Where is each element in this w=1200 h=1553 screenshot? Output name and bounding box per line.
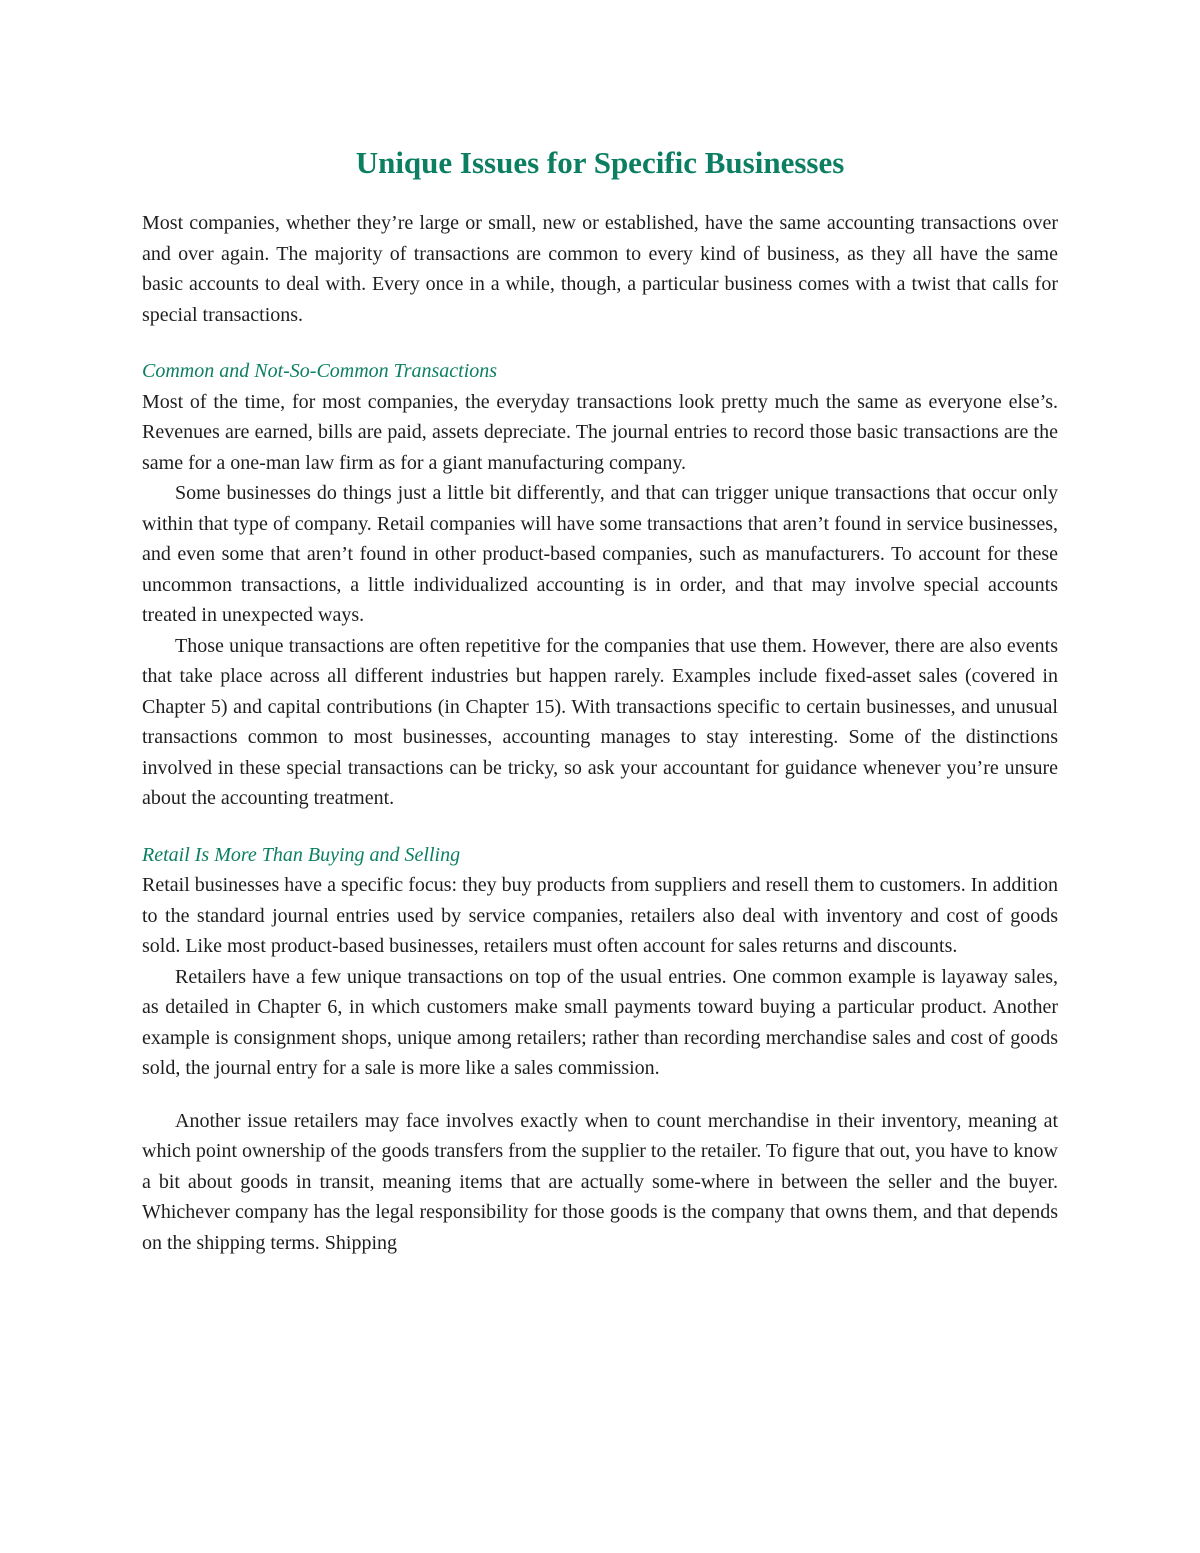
section-common-transactions xyxy=(142,356,1058,814)
section-retail xyxy=(142,840,1058,1259)
section-heading: Retail Is More Than Buying and Selling xyxy=(142,843,461,866)
spacer xyxy=(142,1084,1058,1106)
body-paragraph: Most of the time, for most companies, the everyday transactions look pretty much the same as everyone else’s. Revenues are earned, bills are paid, assets depreciate. The journal entries to record those basic transactions are the same for a one-man law firm as for a giant manufacturing company. xyxy=(142,390,1058,474)
intro-paragraph: Most companies, whether they’re large or small, new or established, have the same accounting transactions over and over again. The majority of transactions are common to every kind of business, as they all have the same basic accounts to deal with. Every once in a while, though, a particular business comes with a twist that calls for special transactions. xyxy=(142,212,1058,326)
page-title: Unique Issues for Specific Businesses xyxy=(355,145,845,180)
section-heading: Common and Not-So-Common Transactions xyxy=(142,360,498,382)
body-paragraph: Another issue retailers may face involves exactly when to count merchandise in their inventory, meaning at which point ownership of the goods transfers from the supplier to the retailer. To figure that out, you have to know a bit about goods in transit, meaning items that are actually some-where in between the seller and the buyer. Whichever company has the legal responsibility for those goods is the company that owns them, and that depends on the shipping terms. Shipping xyxy=(142,1109,1058,1254)
body-paragraph: Retail businesses have a specific focus: they buy products from suppliers and resell them to customers. In addition to the standard journal entries used by service companies, retailers also deal with inventory and cost of goods sold. Like most product-based businesses, retailers must often account for sales returns and discounts. xyxy=(142,874,1058,957)
body-paragraph: Some businesses do things just a little bit differently, and that can trigger unique transactions that occur only within that type of company. Retail companies will have some transactions that aren’t found in service businesses, and even some that aren’t found in other product-based companies, such as manufacturers. To account for these uncommon transactions, a little individualized accounting is in order, and that may involve special accounts treated in unexpected ways. xyxy=(142,482,1058,626)
spacer xyxy=(142,814,1058,840)
document-page xyxy=(142,140,1058,1258)
body-paragraph: Retailers have a few unique transactions on top of the usual entries. One common example is layaway sales, as detailed in Chapter 6, in which customers make small payments toward buying a particular product. Another example is consignment shops, unique among retailers; rather than recording merchandise sales and cost of goods sold, the journal entry for a sale is more like a sales commission. xyxy=(142,965,1058,1079)
body-paragraph: Those unique transactions are often repetitive for the companies that use them. However, there are also events that take place across all different industries but happen rarely. Examples include fixed-asset sales (covered in Chapter 5) and capital contributions (in Chapter 15). With transactions specific to certain businesses, and unusual transactions common to most businesses, accounting manages to stay interesting. Some of the distinctions involved in these special transactions can be tricky, so ask your accountant for guidance whenever you’re unsure about the accounting treatment. xyxy=(142,634,1058,809)
spacer xyxy=(142,330,1058,356)
